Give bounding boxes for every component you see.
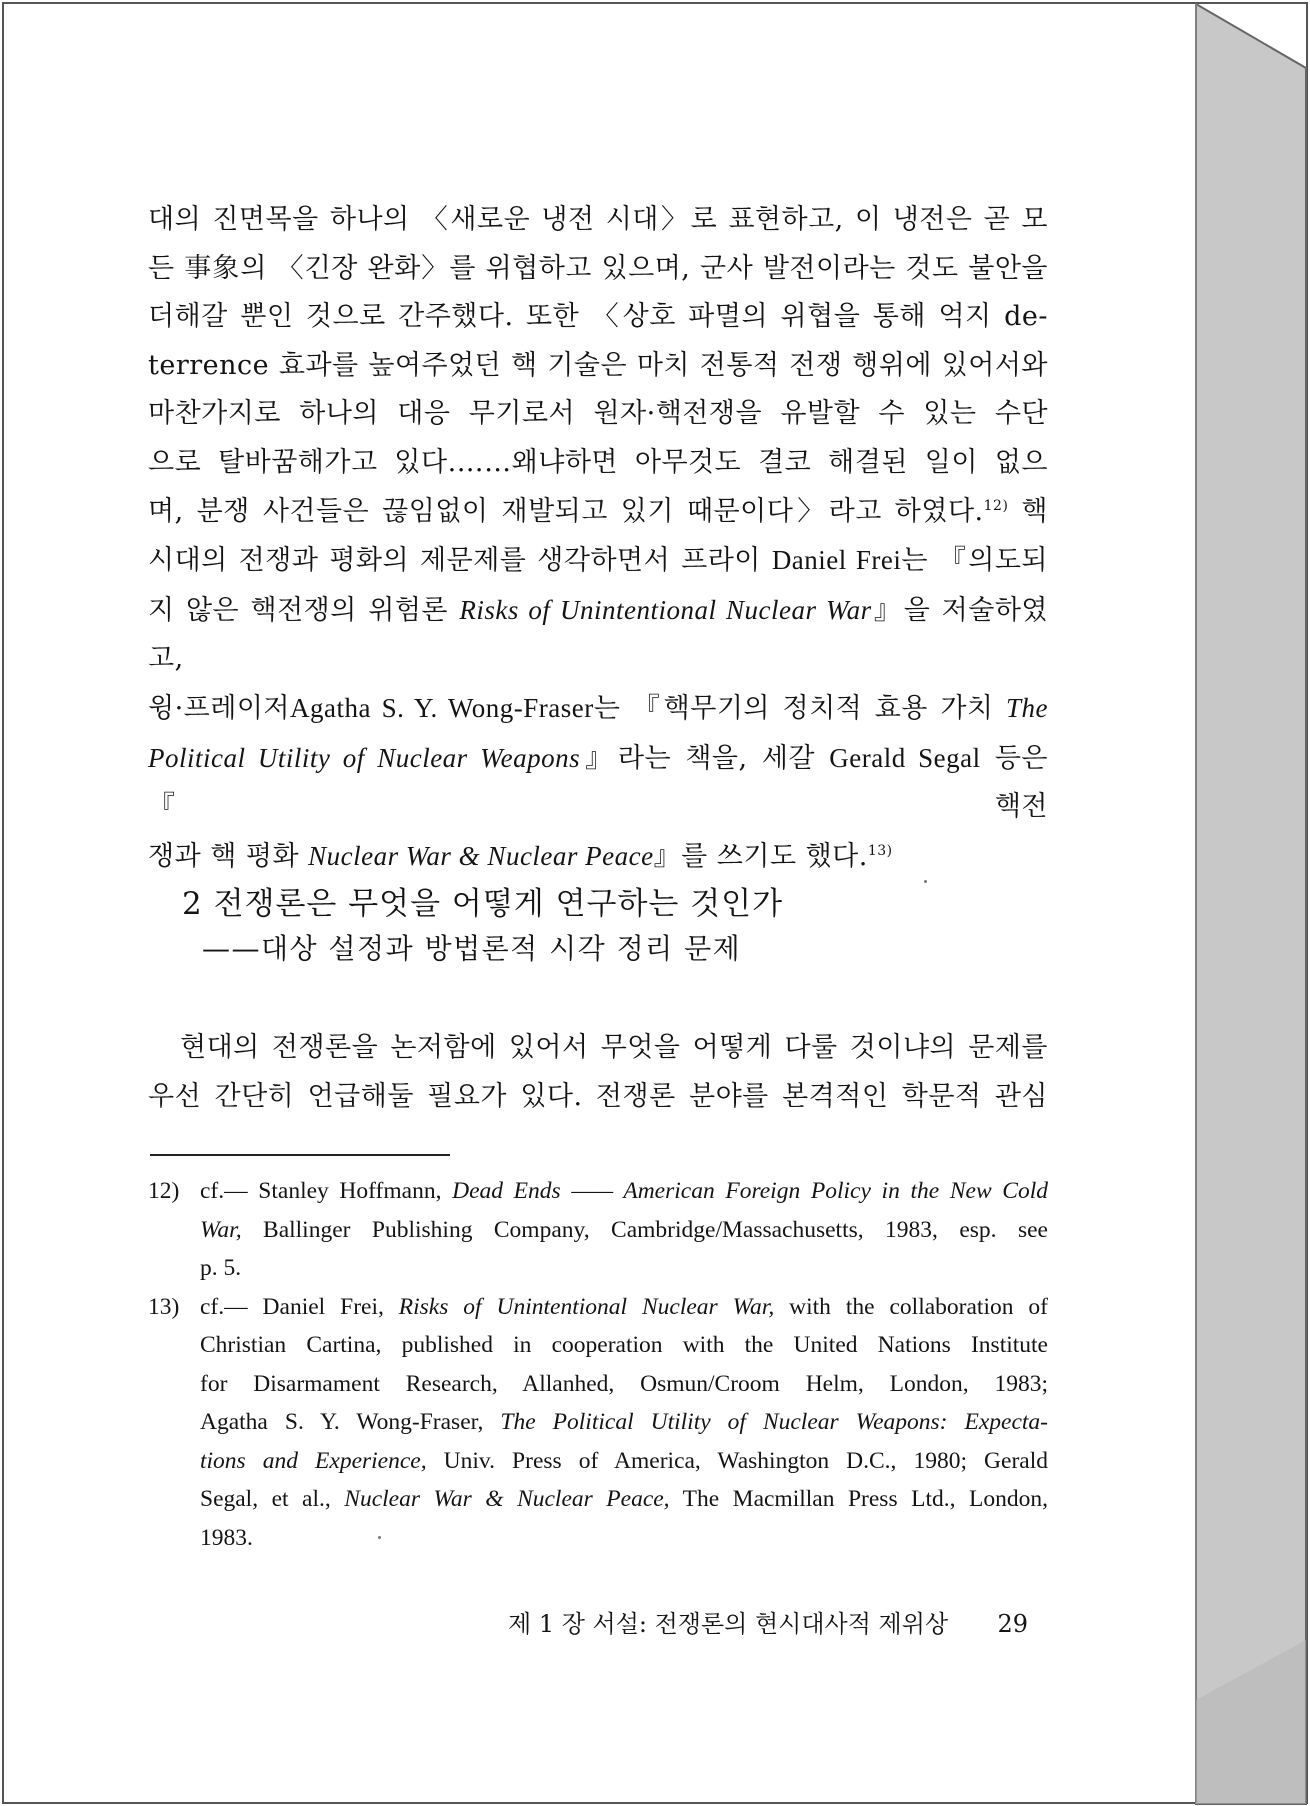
paragraph [148,1024,1048,1121]
scan-speck [378,1536,381,1539]
text-line [148,734,1048,832]
text-run: 』라는 책을, 세갈 [580,742,830,774]
footnote-ref-12[interactable]: 12) [983,497,1009,514]
footnote-line: 1983. [200,1524,253,1551]
text-run: 쟁과 핵 평화 [148,840,309,872]
footnotes [148,1172,1048,1557]
footnote-line: p. 5. [200,1255,242,1281]
section-subtitle: ——대상 설정과 방법론적 시각 정리 문제 [202,932,742,965]
text-run: 등은 『핵전 [148,742,1048,823]
footnote-number: 12) [148,1178,180,1204]
text-line: 든 事象의 〈긴장 완화〉를 위협하고 있으며, 군사 발전이라는 것도 불안을 [148,252,1048,284]
footnote-line [200,1211,1048,1250]
text-run: 윙·프레이저 [148,692,290,724]
cited-title: War, [200,1216,242,1243]
text-line [148,586,1048,684]
footnote-body [200,1288,1048,1558]
author-name: Gerald Segal [829,742,981,773]
book-title: The [1006,692,1048,723]
footnote-13 [148,1288,1048,1558]
text-run: 핵 [1008,495,1049,527]
cited-title: Risks of Unintentional Nuclear War, [398,1293,775,1320]
paragraph [148,196,1048,881]
text-line [148,832,1048,882]
cited-title: tions and Experience, [200,1447,427,1474]
footnote-line: for Disarmament Research, Allanhed, Osmun/Croom Helm, London, 1983; [200,1370,1048,1397]
text-run: Ballinger Publishing Company, Cambridge/Massachusetts, 1983, esp. see [241,1216,1048,1243]
cited-title: Nuclear War & Nuclear Peace, [344,1486,670,1512]
text-line: 으로 탈바꿈해가고 있다.……왜냐하면 아무것도 결코 해결된 일이 없으 [148,446,1048,478]
text-run: 』를 쓰기도 했다. [653,840,868,872]
text-line: 더해갈 뿐인 것으로 간주했다. 또한 〈상호 파멸의 위협을 통해 억지 de- [148,301,1048,333]
book-title: Political Utility of Nuclear Weapons [148,742,581,773]
text-run: 며, 분쟁 사건들은 끊임없이 재발되고 있기 때문이다〉라고 하였다. [148,495,984,527]
footnote-line [200,1288,1048,1327]
book-title: Nuclear War & Nuclear Peace [308,840,654,871]
text-run: cf.— Stanley Hoffmann, [200,1178,453,1204]
section-heading [182,882,982,972]
section-title: 2 전쟁론은 무엇을 어떻게 연구하는 것인가 [182,886,784,922]
text-run: cf.— Daniel Frei, [200,1293,399,1320]
text-line: 우선 간단히 언급해둘 필요가 있다. 전쟁론 분야를 본격적인 학문적 관심 [148,1080,1048,1112]
footnote-number: 13) [148,1293,180,1320]
author-name: Agatha S. Y. Wong-Fraser [290,692,594,723]
text-line: 대의 진면목을 하나의 〈새로운 냉전 시대〉로 표현하고, 이 냉전은 곧 모 [148,204,1048,235]
author-name: Daniel Frei [771,545,902,576]
running-title: 제 1 장 서설: 전쟁론의 현시대사적 제위상 [508,1610,949,1638]
footnote-line [200,1480,1048,1519]
footnote-ref-13[interactable]: 13) [867,842,893,859]
footnote-line [200,1442,1048,1481]
footnote-line: Christian Cartina, published in cooperation with the United Nations Institute [200,1332,1048,1358]
text-run: Univ. Press of America, Washington D.C., 1980; Gerald [426,1447,1048,1474]
text-run: 시대의 전쟁과 평화의 제문제를 생각하면서 프라이 [148,545,772,577]
footnote-12 [148,1172,1048,1288]
text-run: Segal, et al., [200,1486,345,1512]
body-paragraph-2 [148,1024,1048,1121]
running-footer [508,1606,1028,1642]
text-run: 는 『핵무기의 정치적 효용 가치 [593,692,1006,724]
cited-title: Dead Ends —— American Foreign Policy in the New Cold [452,1178,1048,1204]
cited-title: The Political Utility of Nuclear Weapons: Expecta- [500,1409,1048,1435]
text-run: 는 『의도되 [901,545,1048,577]
text-run: with the collaboration of [774,1293,1048,1320]
text-line: 마찬가지로 하나의 대응 무기로서 원자·핵전쟁을 유발할 수 있는 수단 [148,398,1048,430]
text-line: 현대의 전쟁론을 논저함에 있어서 무엇을 어떻게 다룰 것이냐의 문제를 [180,1032,1048,1063]
book-title: Risks of Unintentional Nuclear War [459,594,872,625]
footnote-divider [150,1154,450,1156]
text-line: terrence 효과를 높여주었던 핵 기술은 마치 전통적 전쟁 행위에 있어서와 [148,349,1048,381]
footnote-line [200,1403,1048,1442]
footnote-line [200,1172,1048,1211]
text-line [148,684,1048,734]
text-run: 지 않은 핵전쟁의 위험론 [148,594,460,626]
text-run: 』을 저술하였고, [148,594,1048,675]
text-line [148,536,1048,586]
scan-speck [924,880,927,883]
text-run: Agatha S. Y. Wong-Fraser, [200,1409,501,1435]
footnote-body [200,1172,1048,1288]
text-line [148,488,1048,537]
text-run: The Macmillan Press Ltd., London, [669,1486,1048,1512]
page-number: 29 [997,1610,1028,1638]
body-paragraph-1 [148,196,1048,881]
